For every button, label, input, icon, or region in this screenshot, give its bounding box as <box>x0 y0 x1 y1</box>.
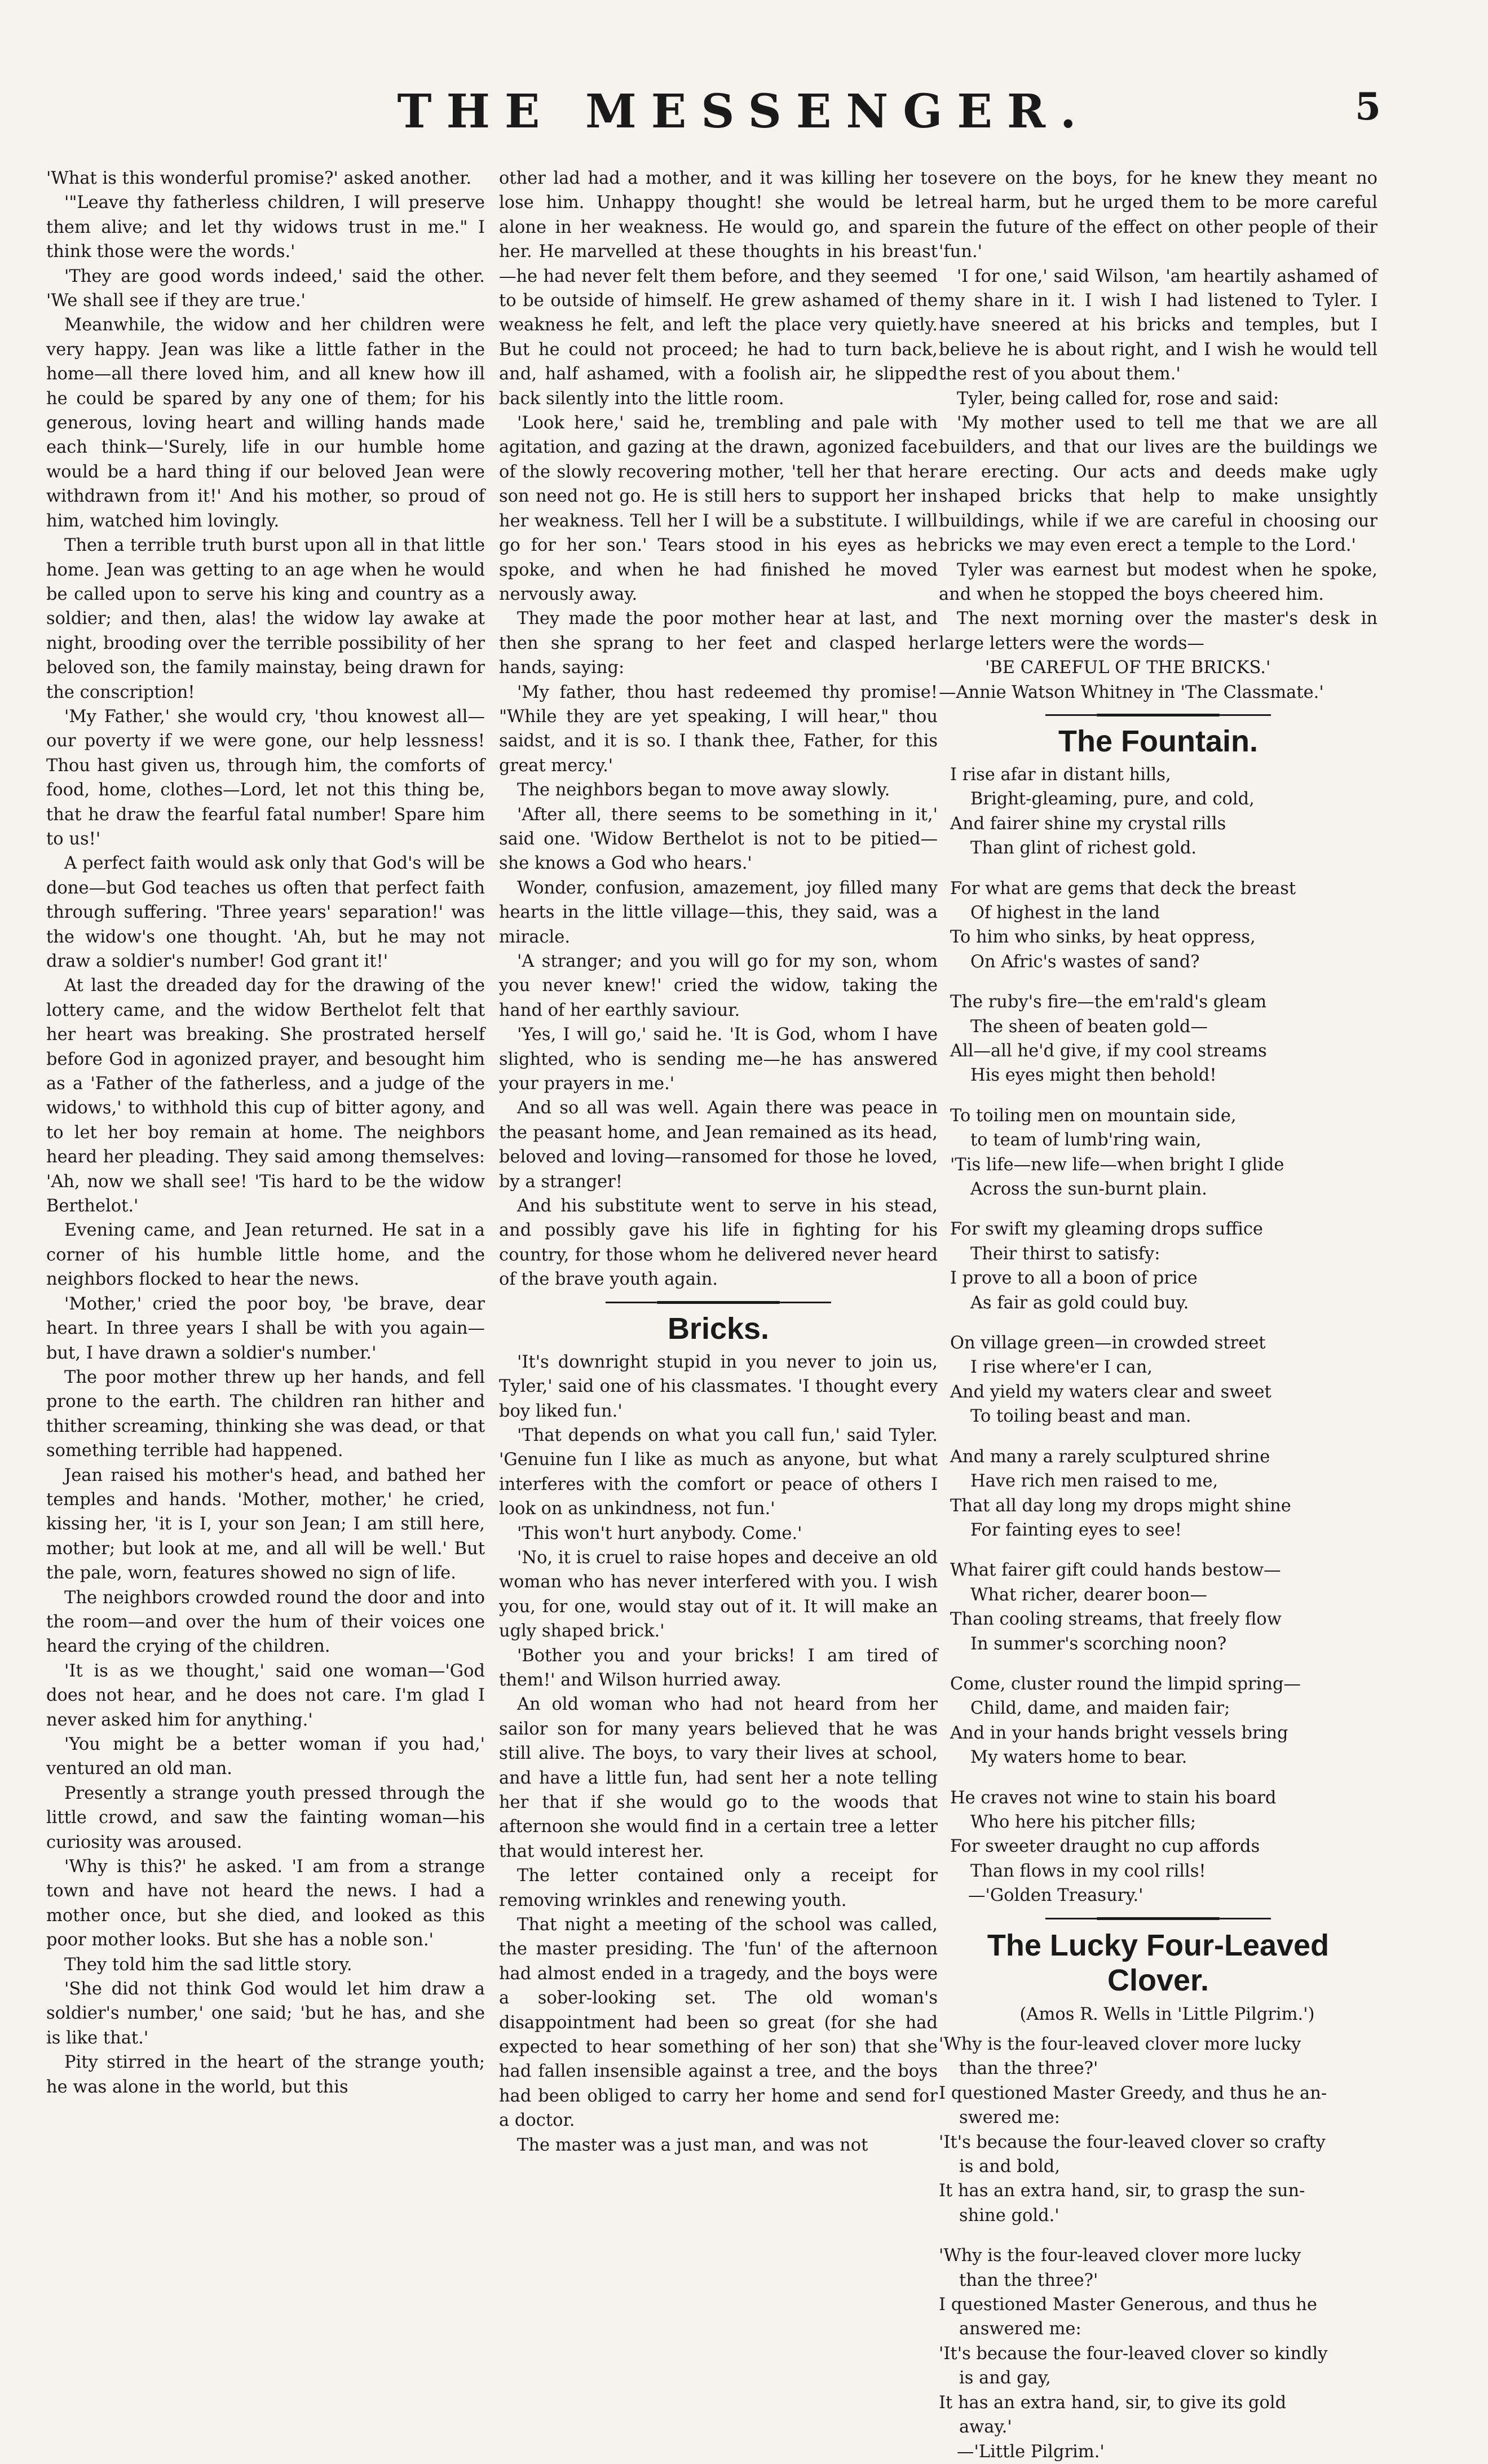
paragraph: They told him the sad little story. <box>64 1954 352 1975</box>
poem-line: answered me: <box>959 2319 1081 2339</box>
poem-line: Their thirst to satisfy: <box>970 1244 1160 1264</box>
poem-line: For swift my gleaming drops suffice <box>950 1219 1263 1240</box>
stanza <box>939 2032 1377 2228</box>
poem-fountain <box>950 763 1377 1908</box>
poem-line: To him who sinks, by heat oppress, <box>950 927 1256 948</box>
poem-line: Across the sun-burnt plain. <box>970 1179 1207 1200</box>
poem-line: It has an extra hand, sir, to grasp the sun- <box>939 2181 1305 2201</box>
section-divider <box>1096 714 1220 716</box>
paragraph: '"Leave thy fatherless children, I will preserve them alive; and let thy widows trust in me." I think those were the words.' <box>46 193 485 262</box>
paragraph: 'Bother you and your bricks! I am tired of them!' and Wilson hurried away. <box>499 1645 938 1690</box>
paragraph: An old woman who had not heard from her sailor son for many years believed that he was still alive. The boys, to vary their lives at school, and have a little fun, had sent her a note telling her that if she would go to the woods that afternoon she would find in a certain tree a letter that would interest her. <box>499 1695 938 1861</box>
fountain-title: The Fountain. <box>1058 724 1258 758</box>
paragraph: Presently a strange youth pressed through the little crowd, and saw the fainting woman—his curiosity was aroused. <box>46 1783 485 1852</box>
poem-line: I questioned Master Greedy, and thus he an- <box>939 2083 1327 2103</box>
poem-line: to team of lumb'ring wain, <box>970 1130 1202 1151</box>
poem-line: All—all he'd give, if my cool streams <box>950 1041 1267 1061</box>
paragraph: Tyler was earnest but modest when he spoke, and when he stopped the boys cheered him. <box>939 560 1377 604</box>
poem-line: The ruby's fire—the em'rald's gleam <box>950 992 1267 1012</box>
paragraph: 'What is this wonderful promise?' asked another. <box>46 169 472 188</box>
paragraph: Evening came, and Jean returned. He sat in a corner of his humble little home, and the neighbors flocked to hear the news. <box>46 1220 485 1290</box>
poem-line: Than cooling streams, that freely flow <box>950 1609 1282 1630</box>
poem-line: Child, dame, and maiden fair; <box>970 1698 1230 1719</box>
paragraph: And his substitute went to serve in his stead, and possibly gave his life in fighting for his country, for those whom he delivered never heard of the brave youth again. <box>499 1196 938 1290</box>
poem-line: Than flows in my cool rills! <box>970 1861 1206 1881</box>
paragraph: 'Mother,' cried the poor boy, 'be brave, dear heart. In three years I shall be with you again—but, I have drawn a soldier's number.' <box>46 1294 485 1363</box>
column-3 <box>939 166 1377 2462</box>
paragraph: The neighbors began to move away slowly. <box>517 780 890 800</box>
column-1 <box>46 166 485 2354</box>
newspaper-title: THE MESSENGER. <box>397 85 1091 139</box>
poem-line: For fainting eyes to see! <box>970 1520 1182 1540</box>
paragraph: 'It is as we thought,' said one woman—'God does not hear, and he does not care. I'm glad I never asked him for anything.' <box>46 1661 485 1730</box>
byline: (Amos R. Wells in 'Little Pilgrim.') <box>1019 2004 1315 2024</box>
poem-line: In summer's scorching noon? <box>970 1634 1227 1654</box>
paragraph: 'A stranger; and you will go for my son, whom you never knew!' cried the widow, taking the hand of her earthly saviour. <box>499 952 938 1020</box>
column-2 <box>499 166 938 2354</box>
paragraph: Meanwhile, the widow and her children were very happy. Jean was like a little father in the home—all there loved him, and all knew how ill he could be spared by any one of them; for his generous, loving heart and willing hands made each think—'Surely, life in our humble home would be a hard thing if our beloved Jean were withdrawn from it!' And his mother, so proud of him, watched him lovingly. <box>46 315 485 531</box>
poem-line: Who here his pitcher fills; <box>970 1812 1196 1832</box>
paragraph: Then a terrible truth burst upon all in that little home. Jean was getting to an age when he would be called upon to serve his king and country as a soldier; and then, alas! the widow lay awake at night, brooding over the terrible possibility of her beloved son, the family mainstay, being drawn for the conscription! <box>46 536 485 702</box>
paragraph: The letter contained only a receipt for removing wrinkles and renewing youth. <box>499 1866 938 1910</box>
poem-line: As fair as gold could buy. <box>970 1293 1189 1313</box>
paragraph: 'After all, there seems to be something in it,' said one. 'Widow Berthelot is not to be pitied—she knows a God who hears.' <box>499 804 938 874</box>
stanza <box>950 1558 1377 1656</box>
poem-line: To toiling beast and man. <box>970 1406 1191 1427</box>
paragraph: 'I for one,' said Wilson, 'am heartily ashamed of my share in it. I wish I had listened to Tyler. I have sneered at his bricks and temples, but I believe he is about right, and I wish he would tell the rest of you about them.' <box>939 266 1377 384</box>
poem-line: The sheen of beaten gold— <box>970 1016 1208 1037</box>
stanza <box>950 1786 1377 1884</box>
paragraph: 'My mother used to tell me that we are all builders, and that our lives are the buildings we are erecting. Our acts and deeds make ugly shaped bricks that help to make unsightly buildings, while if we are careful in choosing our bricks we may even erect a temple to the Lord.' <box>939 413 1377 556</box>
poem-line: 'It's because the four-leaved clover so crafty <box>939 2132 1326 2152</box>
paragraph: Jean raised his mother's head, and bathed her temples and hands. 'Mother, mother,' he cried, kissing her, 'it is I, your son Jean; I am still here, mother; but look at me, and all will be well.' But the pale, worn, features showed no sign of life. <box>46 1465 485 1583</box>
stanza <box>950 1672 1377 1770</box>
poem-line: I prove to all a boon of price <box>950 1268 1198 1289</box>
paragraph: At last the dreaded day for the drawing of the lottery came, and the widow Berthelot felt that her heart was breaking. She prostrated herself before God in agonized prayer, and besought him as a 'Father of the fatherless, and a judge of the widows,' to withhold this cup of bitter agony, and to let her boy remain at home. The neighbors heard her pleading. They said among themselves: 'Ah, now we shall see! 'Tis hard to be the widow Berthelot.' <box>46 976 485 1216</box>
poem-line: 'Why is the four-leaved clover more lucky <box>939 2034 1301 2054</box>
clover-title: The Lucky Four-Leaved Clover. <box>987 1928 1330 1997</box>
paragraph: 'They are good words indeed,' said the other. 'We shall see if they are true.' <box>46 266 485 311</box>
paragraph: And so all was well. Again there was peace in the peasant home, and Jean remained as its head, beloved and loving—ransomed for those he loved, by a stranger! <box>499 1098 938 1192</box>
poem-line: What fairer gift could hands bestow— <box>950 1560 1281 1581</box>
poem-line: is and bold, <box>959 2157 1061 2177</box>
poem-line: And yield my waters clear and sweet <box>950 1382 1271 1402</box>
poem-line: And in your hands bright vessels bring <box>950 1723 1288 1743</box>
paragraph: A perfect faith would ask only that God's will be done—but God teaches us often that perfect faith through suffering. 'Three years' separation!' was the widow's one thought. 'Ah, but he may not draw a soldier's number! God grant it!' <box>46 853 485 971</box>
poem-line: And many a rarely sculptured shrine <box>950 1446 1270 1467</box>
paragraph: The poor mother threw up her hands, and fell prone to the earth. The children ran hither and thither screaming, thinking she was dead, or that something terrible had happened. <box>46 1367 485 1461</box>
attribution: —Annie Watson Whitney in 'The Classmate.' <box>939 682 1324 702</box>
paragraph: 'Why is this?' he asked. 'I am from a strange town and have not heard the news. I had a mother once, but she died, and looked as this poor mother looks. But she has a noble son.' <box>46 1857 485 1950</box>
poem-line: On village green—in crowded street <box>950 1333 1266 1353</box>
section-divider <box>1096 1917 1220 1920</box>
stanza <box>950 1445 1377 1543</box>
poem-line: That all day long my drops might shine <box>950 1496 1291 1516</box>
poem-line: swered me: <box>959 2108 1060 2128</box>
poem-line: It has an extra hand, sir, to give its gold <box>939 2392 1287 2413</box>
page-number: 5 <box>1355 85 1381 129</box>
stanza <box>939 2244 1377 2439</box>
poem-line: shine gold.' <box>959 2205 1059 2226</box>
stanza <box>950 877 1377 975</box>
poem-line: Come, cluster round the limpid spring— <box>950 1674 1301 1694</box>
poem-line: than the three?' <box>959 2270 1098 2290</box>
paragraph: 'My Father,' she would cry, 'thou knowest all—our poverty if we were gone, our help lessness! Thou hast given us, through him, the comforts of food, home, clothes—Lord, let not this thing be, that he draw the fearful fatal number! Spare him to us!' <box>46 706 485 849</box>
poem-line: 'Tis life—new life—when bright I glide <box>950 1154 1284 1175</box>
stanza <box>950 763 1377 861</box>
paragraph: severe on the boys, for he knew they meant no real harm, but he urged them to be more careful in the future of the effect on other people of their 'fun.' <box>939 169 1377 262</box>
poem-line: I rise afar in distant hills, <box>950 764 1171 785</box>
section-divider <box>656 1301 780 1304</box>
poem-line: To toiling men on mountain side, <box>950 1105 1237 1126</box>
paragraph: 'It's downright stupid in you never to join us, Tyler,' said one of his classmates. 'I thought every boy liked fun.' <box>499 1352 938 1421</box>
poem-line: is and gay, <box>959 2368 1051 2388</box>
poem-line: Than glint of richest gold. <box>970 838 1197 859</box>
poem-line: 'It's because the four-leaved clover so kindly <box>939 2343 1328 2364</box>
poem-line: I rise where'er I can, <box>970 1357 1153 1378</box>
poem-line: For what are gems that deck the breast <box>950 878 1296 899</box>
poem-line: away.' <box>959 2417 1012 2438</box>
poem-line: On Afric's wastes of sand? <box>970 952 1200 972</box>
poem-line: What richer, dearer boon— <box>970 1585 1207 1605</box>
poem-line: He craves not wine to stain his board <box>950 1788 1277 1808</box>
stanza <box>950 1104 1377 1202</box>
poem-line: His eyes might then behold! <box>970 1065 1217 1086</box>
poem-line: My waters home to bear. <box>970 1748 1187 1768</box>
paragraph: Wonder, confusion, amazement, joy filled many hearts in the little village—this, they said, was a miracle. <box>499 878 938 947</box>
paragraph: Tyler, being called for, rose and said: <box>957 388 1279 409</box>
paragraph: 'No, it is cruel to raise hopes and deceive an old woman who has never interfered with you. I wish you, for one, would stay out of it. It will make an ugly shaped brick.' <box>499 1547 938 1642</box>
paragraph: The master was a just man, and was not <box>517 2135 868 2155</box>
paragraph: Pity stirred in the heart of the strange youth; he was alone in the world, but this <box>46 2052 485 2097</box>
poem-line: For sweeter draught no cup affords <box>950 1837 1260 1857</box>
poem-line: 'Why is the four-leaved clover more lucky <box>939 2246 1301 2266</box>
paragraph: 'BE CAREFUL OF THE BRICKS.' <box>985 658 1271 678</box>
attribution: —'Golden Treasury.' <box>968 1886 1143 1906</box>
paragraph: That night a meeting of the school was called, the master presiding. The 'fun' of the afternoon had almost ended in a tragedy, and the boys were a sober-looking set. The old woman's disappointment had been so great (for she had expected to hear something of her son) that she had fallen insensible against a tree, and the boys had been obliged to carry her home and send for a doctor. <box>499 1915 938 2131</box>
bricks-title: Bricks. <box>667 1311 770 1346</box>
poem-line: Bright-gleaming, pure, and cold, <box>970 789 1255 809</box>
paragraph: 'This won't hurt anybody. Come.' <box>517 1523 802 1543</box>
paragraph: 'She did not think God would let him draw a soldier's number,' one said; 'but he has, and she is like that.' <box>46 1979 485 2048</box>
poem-line: than the three?' <box>959 2059 1098 2079</box>
paragraph: 'Yes, I will go,' said he. 'It is God, whom I have slighted, who is sending me—he has answered your prayers in me.' <box>499 1025 938 1094</box>
stanza <box>950 990 1377 1088</box>
poem-line: Of highest in the land <box>970 903 1160 923</box>
attribution: —'Little Pilgrim.' <box>957 2441 1105 2462</box>
paragraph: 'You might be a better woman if you had,' ventured an old man. <box>46 1735 485 1779</box>
paragraph: 'That depends on what you call fun,' said Tyler. 'Genuine fun I like as much as anyone, but what interferes with the comfort or peace of others I look on as unkindness, not fun.' <box>499 1425 938 1519</box>
paragraph: 'Look here,' said he, trembling and pale with agitation, and gazing at the drawn, agonized face of the slowly recovering mother, 'tell her that her son need not go. He is still hers to support her in her weakness. Tell her I will be a substitute. I will go for her son.' Tears stood in his eyes as he spoke, and when he had finished he moved nervously away. <box>499 413 938 604</box>
poem-line: I questioned Master Generous, and thus he <box>939 2295 1317 2315</box>
paragraph: 'My father, thou hast redeemed thy promise! "While they are yet speaking, I will hear," thou saidst, and it is so. I thank thee, Father, for this great mercy.' <box>499 682 938 776</box>
paragraph: other lad had a mother, and it was killing her to lose him. Unhappy thought! she would be let alone in her weakness. He would go, and spare her. He marvelled at these thoughts in his breast—he had never felt them before, and they seemed to be outside of himself. He grew ashamed of the weakness he felt, and left the place very quietly. But he could not proceed; he had to turn back, and, half ashamed, with a foolish air, he slipped back silently into the little room. <box>499 169 938 409</box>
paragraph: They made the poor mother hear at last, and then she sprang to her feet and clasped her hands, saying: <box>499 609 938 678</box>
poem-line: And fairer shine my crystal rills <box>950 813 1226 834</box>
paragraph: The neighbors crowded round the door and into the room—and over the hum of their voices one heard the crying of the children. <box>46 1587 485 1657</box>
paragraph: The next morning over the master's desk in large letters were the words— <box>939 609 1377 653</box>
stanza <box>950 1331 1377 1429</box>
poem-line: Have rich men raised to me, <box>970 1471 1218 1492</box>
stanza <box>950 1217 1377 1315</box>
masthead <box>0 85 1488 147</box>
poem-clover <box>939 2032 1377 2464</box>
